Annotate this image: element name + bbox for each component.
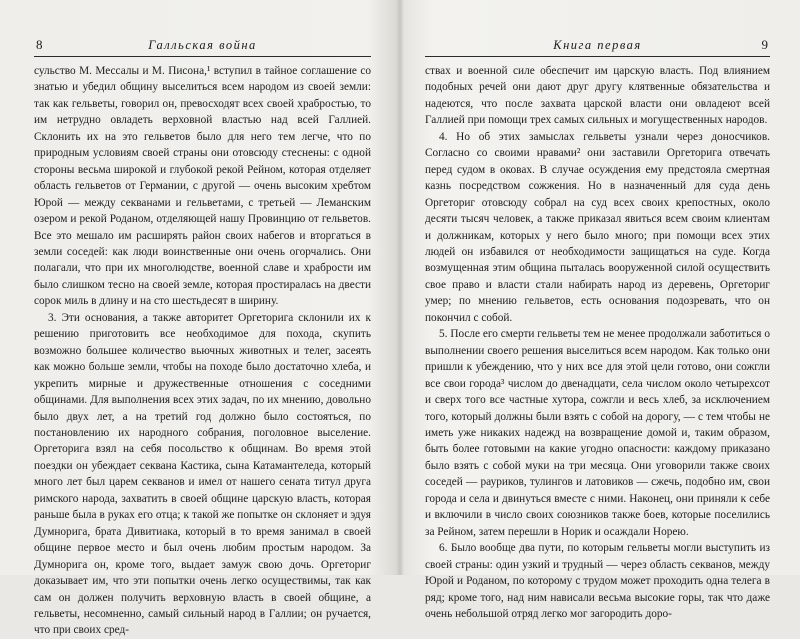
right-running-title: Книга первая — [553, 38, 642, 52]
book-gutter — [396, 0, 404, 575]
right-page-number: 9 — [761, 37, 768, 52]
paragraph: 6. Было вообще два пути, по которым гельветы могли выступить из своей страны: один узкий и трудный — через область секванов, между Юрой и Роданом, по которому с трудом может проходить одна телега в ряд; кроме того, над ним нависали весьма высокие горы, так что даже очень небольшой отряд легко мог загородить доро- — [425, 542, 770, 620]
paragraph: 5. После его смерти гельветы тем не менее продолжали заботиться о выполнении своего решения выселиться всем народом. Как только они пришли к убеждению, что у них все для этой цели готово, они сожгли все свои города³ числом до двенадцати, села числом около четырехсот и сверх того все частные хутора, сожгли и весь хлеб, за исключением того, который должны были взять с собой на дорогу, — с тем чтобы не иметь уже никаких надежд на возвращение домой и, таким образом, быть более готовыми на какие угодно опасности: каждому приказано было взять с собой муки на три месяца. Они уговорили также своих соседей — рауриков, тулингов и латовиков — сжечь, подобно им, свои города и села и двинуться вместе с ними. Наконец, они приняли к себе и включили в число своих союзников также боев, которые поселились за Рейном, затем перешли в Норик и осаждали Норею. — [425, 328, 770, 538]
paragraph: ствах и военной силе обеспечит им царскую власть. Под влиянием подобных речей они дают друг другу клятвенные обязательства и надеются, что после захвата царской власти они овладеют всей Галлией при помощи трех самых сильных и могущественных народов. — [425, 65, 770, 127]
left-page-header — [34, 38, 371, 57]
paragraph: сульство М. Мессалы и М. Писона,¹ вступил в тайное соглашение со знатью и убедил общину выселиться всем народом из своей земли: так как гельветы, говорил он, превосходят всех своей храбростью, то им нетрудно овладеть верховной властью над всей Галлией. Склонить их на это гельветов было для него тем легче, что по природным условиям своей страны они отовсюду стеснены: с одной стороны весьма широкой и глубокой рекой Рейном, которая отделяет область гельветов от Германии, с другой — очень высоким хребтом Юрой — между секванами и гельветами, с третьей — Леманским озером и рекой Роданом, отделяющей нашу Провинцию от гельветов. Все это мешало им расширять район своих набегов и вторгаться в земли соседей: как люди воинственные они очень огорчались. Они полагали, что при их многолюдстве, военной славе и храбрости им было слишком тесно на своей земле, которая простиралась на двести сорок миль в длину и на сто шестьдесят в ширину. — [34, 65, 371, 308]
paragraph: 4. Но об этих замыслах гельветы узнали через доносчиков. Согласно со своими нравами² они заставили Оргеторига отвечать перед судом в оковах. В случае осуждения ему предстояла смертная казнь посредством сожжения. Но в назначенный для суда день Оргеториг отовсюду собрал на суд всех своих крепостных, около десяти тысяч человек, а также приказал явиться всем своим клиентам и должникам, которых у него было много; при помощи всех этих людей он избавился от необходимости защищаться на суде. Когда возмущенная этим община пыталась вооруженной силой осуществить свое право и власти стали набирать народ из деревень, Оргеториг умер; по мнению гельветов, есть основания подозревать, что он покончил с собой. — [425, 130, 770, 324]
right-page-body — [425, 63, 770, 622]
right-page-header — [425, 38, 770, 57]
left-running-title: Галльская война — [148, 38, 257, 52]
left-page-number: 8 — [36, 37, 43, 52]
left-page-body — [34, 63, 371, 639]
right-page — [425, 0, 770, 620]
left-page — [34, 0, 371, 637]
paragraph: 3. Эти основания, а также авторитет Оргеторига склонили их к решению приготовить все необходимое для похода, скупить возможно большее количество вьючных животных и телег, засеять как можно больше земли, чтобы на походе было достаточно хлеба, и укрепить мирные и дружественные отношения с соседними общинами. Для выполнения всех этих задач, по их мнению, довольно было двух лет, а на третий год должно было состояться, по постановлению их народного собрания, поголовное выселение. Оргеторига взял на себя посольство к общинам. Во время этой поездки он убеждает секвана Кастика, сына Катамантеледа, который много лет был царем секванов и имел от нашего сената титул друга римского народа, захватить в своей общине царскую власть, которая раньше была в руках его отца; к такой же попытке он склоняет и эдуя Думнорига, брата Дивитиака, который в то время занимал в своей общине первое место и был очень любим простым народом. За Думнорига он, кроме того, выдает замуж свою дочь. Оргеториг доказывает им, что эти попытки очень легко осуществимы, так как сам он должен получить верховную власть в своей общине, а гельветы, несомненно, самый сильный народ в Галлии; он ручается, что при своих сред- — [34, 311, 371, 637]
